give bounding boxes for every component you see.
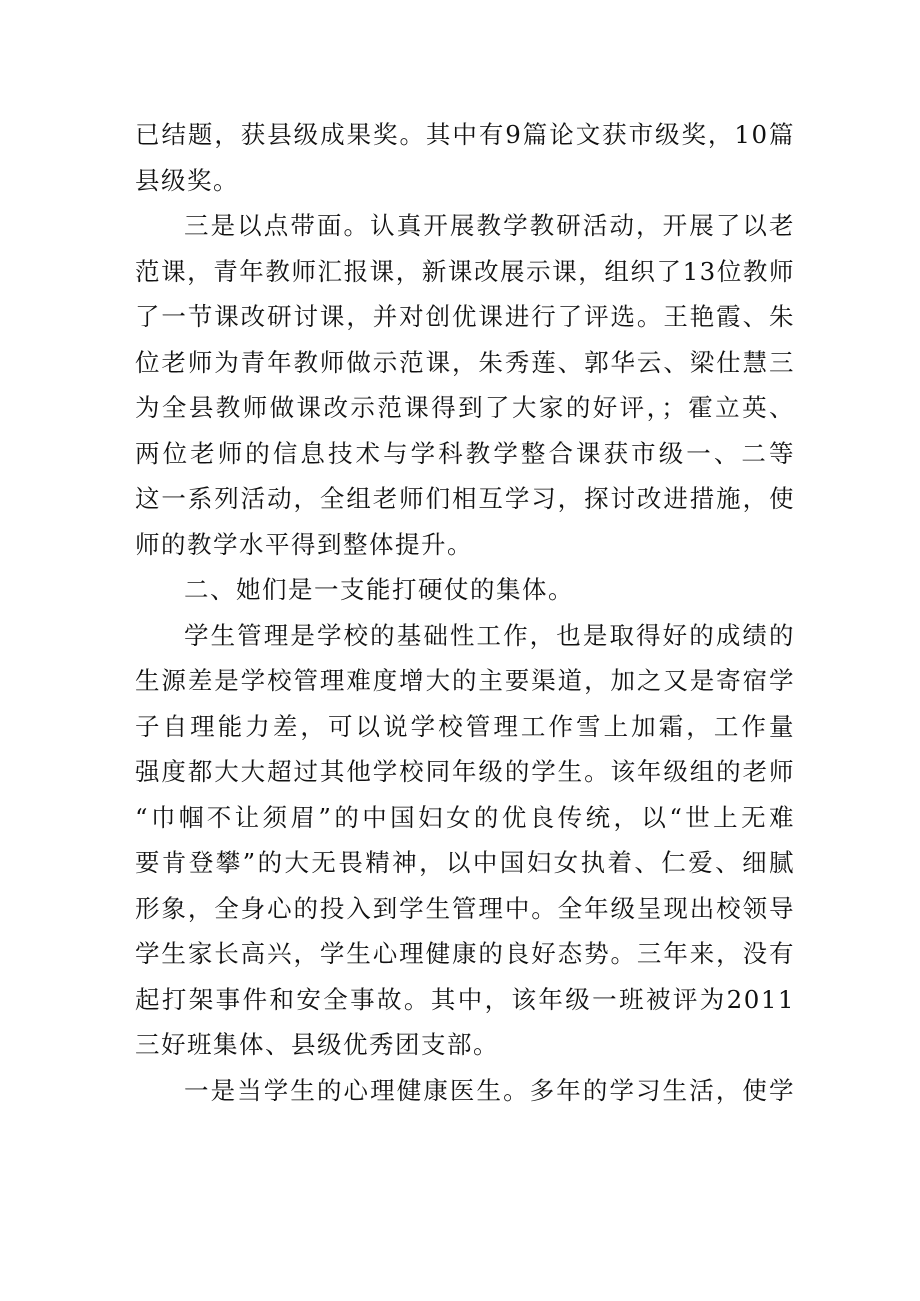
text-line: 学生管理是学校的基础性工作，也是取得好的成绩的 [184, 620, 795, 650]
text-line: 生源差是学校管理难度增大的主要渠道，加之又是寄宿学 [135, 666, 795, 695]
text-line: 三是以点带面。认真开展教学教研活动，开展了以老 [184, 211, 795, 240]
text-line: 为全县教师做课改示范课得到了大家的好评，；霍立英、 [135, 393, 795, 422]
text-line: 了一节课改研讨课，并对创优课进行了评选。王艳霞、朱 [135, 302, 795, 331]
text-line: 形象，全身心的投入到学生管理中。全年级呈现出校领导 [135, 893, 795, 923]
text-line: 学生家长高兴，学生心理健康的良好态势。三年来，没有 [135, 939, 795, 968]
text-line: 两位老师的信息技术与学科教学整合课获市级一、二等 [135, 438, 795, 468]
document-body [135, 112, 795, 1113]
text-line: “巾帼不让须眉”的中国妇女的优良传统，以“世上无难 [135, 802, 795, 832]
text-line: 范课，青年教师汇报课，新课改展示课，组织了13位教师 [135, 256, 795, 286]
text-line: 三好班集体、县级优秀团支部。 [135, 1030, 499, 1059]
text-line: 县级奖。 [135, 165, 239, 195]
text-line: 强度都大大超过其他学校同年级的学生。该年级组的老师 [135, 757, 795, 786]
text-line: 二、她们是一支能打硬仗的集体。 [184, 575, 574, 604]
text-line: 子自理能力差，可以说学校管理工作雪上加霜，工作量 [135, 711, 795, 741]
text-line: 已结题，获县级成果奖。其中有9篇论文获市级奖，10篇 [135, 120, 795, 149]
text-line: 这一系列活动，全组老师们相互学习，探讨改进措施，使 [135, 484, 795, 513]
text-line: 要肯登攀”的大无畏精神，以中国妇女执着、仁爱、细腻 [135, 848, 795, 877]
text-line: 位老师为青年教师做示范课，朱秀莲、郭华云、梁仕慧三 [135, 347, 795, 377]
text-line: 起打架事件和安全事故。其中，该年级一班被评为2011 [135, 984, 795, 1014]
text-line: 一是当学生的心理健康医生。多年的学习生活，使学 [184, 1075, 795, 1105]
text-line: 师的教学水平得到整体提升。 [135, 529, 473, 559]
